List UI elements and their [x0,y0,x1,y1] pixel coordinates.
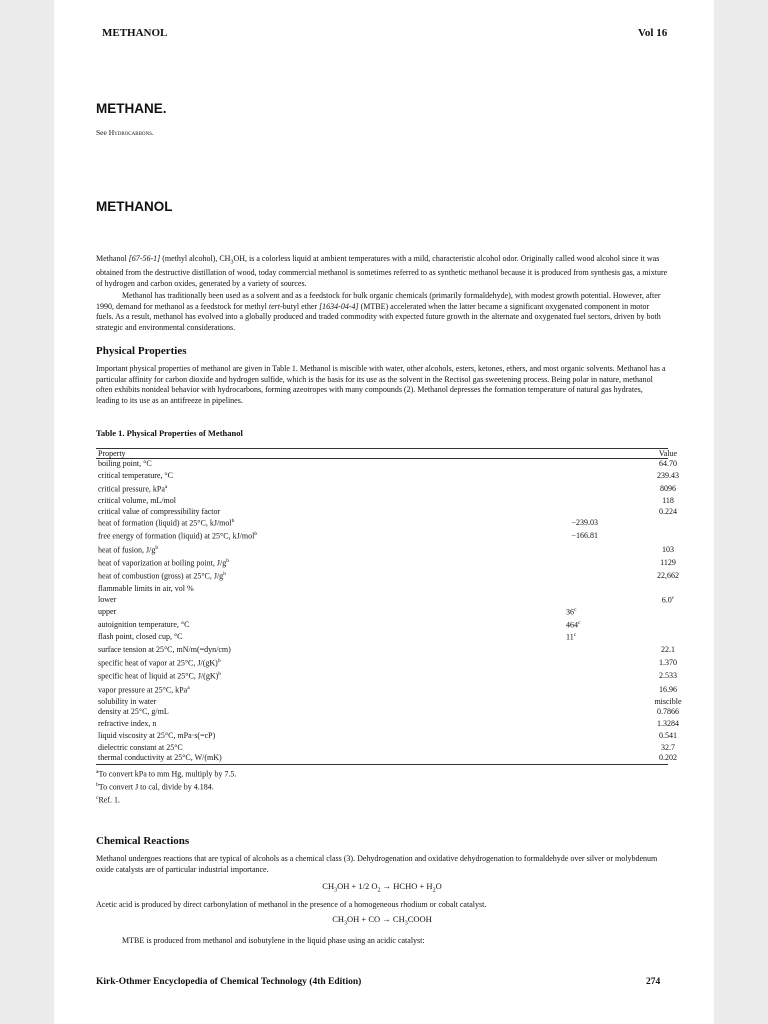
value: 64.70 [659,459,677,468]
property-cell [98,545,158,555]
value-cell [628,658,708,667]
table-title: Table 1. Physical Properties of Methanol [96,428,243,438]
value: 0.224 [659,507,677,516]
physical-properties-text: Important physical properties of methanol are given in Table 1. Methanol is miscible with water, other alcohols, esters, ketones, ethers, and most organic solvents. Methanol has a particular affinity for carbon dioxide and hydrogen sulfide, which is the basis for its use as the solvent in the Rectisol gas sweetening process. Being polar in nature, methanol often exhibits nonideal behavior with hydrocarbons, forming azeotropes with many compounds (2). Methanol depresses the formation temperature of natural gas hydrates, leading to its use as an antifreeze in pipelines. [96,364,666,405]
property-cell: specific heat of vapor at 25°C, J/(gK) [98,658,218,668]
methanol-title: METHANOL [96,199,173,214]
table-row [98,743,678,753]
cas-number: [67-56-1] [128,254,161,263]
footnote [96,769,236,779]
table-row [98,607,678,617]
subscript: 3 [230,259,234,266]
footer-source: Kirk-Othmer Encyclopedia of Chemical Technology (4th Edition) [96,977,362,987]
value-cell [628,571,708,580]
intro-paragraph-2 [96,291,668,333]
table-row [98,571,678,581]
property-cell: autoignition temperature, °C [98,620,190,629]
property-cell: heat of fusion, J/g [98,545,156,555]
table-row [98,632,678,642]
footer-page-number: 274 [646,977,661,987]
property-cell: dielectric constant at 25°C [98,743,183,752]
intro-text: (methyl alcohol), CH [160,254,231,263]
mid-value: −166.81 [571,531,598,540]
column-header-property: Property [98,449,126,458]
property-cell: liquid viscosity at 25°C, mPa·s(=cP) [98,731,216,740]
running-header-volume: Vol 16 [638,27,668,39]
property-cell: upper [98,607,117,616]
cas-number: [1634-04-4] [319,301,359,311]
table-row [98,620,678,630]
mid-value: −239.03 [571,518,598,527]
value-cell [628,558,708,567]
footnote-mark: b [231,518,235,524]
footnote-mark: c [96,795,99,801]
table-row [98,584,678,594]
column-header-value: Value [658,449,678,458]
table-row [98,719,678,729]
mid-value: 464 [566,620,578,630]
footnote-text: Ref. 1. [98,795,121,805]
footnote-text: To convert kPa to mm Hg, multiply by 7.5. [98,769,237,779]
footnote-mark: b [226,558,229,564]
value: 1129 [660,558,676,567]
property-cell [98,484,167,494]
footnote-mark: b [254,531,258,537]
value-cell [628,496,708,505]
value: 0.541 [659,731,677,740]
property-cell: specific heat of liquid at 25°C, J/(gK) [98,671,219,681]
value-cell [628,753,708,762]
value: 32.7 [661,743,675,752]
footnote-mark: b [223,571,226,577]
property-cell: surface tension at 25°C, mN/m(=dyn/cm) [98,645,231,654]
footnote-mark: b [217,658,221,664]
value-cell [628,545,708,554]
footnote-mark: b [218,671,222,677]
footnote-text: To convert J to cal, divide by 4.184. [98,782,214,792]
table-row [98,753,678,763]
equation-2: $CH_3OH$ + CO → $CH_3COOH$ [332,914,432,927]
property-cell: critical value of compressibility factor [98,507,221,516]
mid-value: 36 [566,607,574,617]
value-cell [628,743,708,752]
value: 103 [662,545,674,554]
mid-value-cell [522,607,626,617]
intro-text: (MTBE) accelerated when the latter became a significant oxygenated component in motor fuels. As a result, methanol has evolved into a globally produced and traded commodity with expected future growth in the alternate and oxygenated fuel sectors, driven by both strategic and environmental considerations. [96,301,661,332]
property-cell [98,658,221,668]
property-cell: lower [98,595,117,604]
footnote-mark: a [187,685,190,691]
footnote-mark: c [573,632,577,638]
value: 16.96 [659,685,677,694]
value-cell [628,595,708,605]
intro-text: OH, is a colorless liquid at ambient temperatures with a mild, characteristic alcohol odor. Originally called wood alcohol since it was obtained from the destructive distillation of wood, today commercial methanol is sometimes referred to as synthetic methanol because it is produced from synthesis gas, a mixture of hydrogen and carbon oxides, generated by a variety of sources. [96,254,668,288]
table-row [98,507,678,517]
table-row [98,459,678,469]
table-row [98,731,678,741]
value: 239.43 [657,471,679,480]
table-row [98,685,678,695]
value-cell [628,731,708,740]
property-cell [98,531,257,541]
property-cell: heat of vaporization at boiling point, J/g [98,558,227,568]
physical-properties-heading: Physical Properties [96,345,187,357]
see-suffix: . [151,128,154,137]
footnote-mark: a [164,484,168,490]
reactions-text-3: MTBE is produced from methanol and isobutylene in the liquid phase using an acidic catalyst: [122,936,425,945]
mid-value: 11 [566,632,574,642]
property-cell [98,685,190,695]
footnote [96,795,120,805]
equation-1: $CH_3OH + 1/2$ $O_2$ → HCHO + $H_2O$ [322,881,442,894]
running-header-title: METHANOL [102,27,168,39]
footnote-mark: b [155,545,159,551]
value: 22,662 [657,571,679,580]
reactions-text-2: Acetic acid is produced by direct carbonylation of methanol in the presence of a homogeneous rhodium or cobalt catalyst. [96,900,487,909]
value: 0.7866 [657,707,679,716]
mid-value-cell [522,632,626,642]
footnote-mark: a [96,769,99,775]
value-cell [628,507,708,516]
mid-value-cell [534,518,598,527]
table-row [98,671,678,681]
value-cell [628,671,708,680]
table-row [98,707,678,717]
value: miscible [654,697,682,706]
property-cell: flash point, closed cup, °C [98,632,183,641]
table-row [98,531,678,541]
table-row [98,595,678,605]
property-cell: thermal conductivity at 25°C, W/(mK) [98,753,222,762]
property-cell: critical pressure, kPa [98,484,165,494]
property-cell [98,671,221,681]
methane-title: METHANE. [96,101,167,116]
footnote-mark: c [671,595,675,601]
table-row [98,645,678,655]
value-cell [628,459,708,468]
value-cell [628,697,708,706]
footnote-mark: c [574,607,577,613]
see-link[interactable]: Hydrocarbons [108,128,152,137]
value-cell [628,685,708,694]
value: 8096 [660,484,676,493]
property-cell [98,518,234,528]
property-cell: boiling point, °C [98,459,152,468]
property-cell: heat of combustion (gross) at 25°C, J/g [98,571,224,581]
chemical-reactions-heading: Chemical Reactions [96,835,190,847]
value: 0.202 [659,753,677,762]
property-cell: critical volume, mL/mol [98,496,176,505]
table-row [98,496,678,506]
property-cell: solubility in water [98,697,157,706]
property-cell [98,558,229,568]
footnote [96,782,214,792]
italic-term: tert [268,301,280,311]
table-row [98,558,678,568]
value-cell [628,471,708,480]
table-row [98,658,678,668]
table-bottom-rule [96,764,668,765]
value-cell [628,484,708,493]
property-cell [98,571,226,581]
value: 118 [662,496,674,505]
footnote-mark: b [96,782,99,788]
value: 22.1 [661,645,675,654]
footnote-mark: c [578,620,581,626]
value-cell [628,645,708,654]
value: 1.3284 [657,719,679,728]
value-cell [628,719,708,728]
value: 6.0 [661,595,672,605]
see-reference [96,128,154,137]
value: 2.533 [659,671,677,680]
intro-text: -butyl ether [279,301,320,311]
value: 1.370 [659,658,677,667]
intro-text: Methanol [96,254,129,263]
intro-text: Methanol has traditionally been used as a solvent and as a feedstock for bulk organic chemicals (primarily formaldehyde), with modest growth potential. However, after 1990, demand for methanol as a feedstock for methyl [96,291,661,311]
property-cell: density at 25°C, g/mL [98,707,169,716]
property-cell: refractive index, n [98,719,157,728]
table-row [98,484,678,494]
property-cell: flammable limits in air, vol % [98,584,194,593]
mid-value-cell [534,531,598,540]
mid-value-cell [522,620,626,630]
table-row [98,518,678,528]
see-prefix: See [96,128,109,137]
table-row [98,697,682,707]
property-cell: heat of formation (liquid) at 25°C, kJ/mol [98,518,232,528]
intro-paragraph-1 [96,254,668,289]
table-row [98,471,678,481]
property-cell: vapor pressure at 25°C, kPa [98,685,188,695]
property-cell: free energy of formation (liquid) at 25°C, kJ/mol [98,531,255,541]
property-cell: critical temperature, °C [98,471,173,480]
reactions-text-1: Methanol undergoes reactions that are typical of alcohols as a chemical class (3). Dehydrogenation and oxidative dehydrogenation to formaldehyde over silver or molybdenum oxide catalysts are of particular industrial importance. [96,854,658,874]
value-cell [628,707,708,716]
table-row [98,545,678,555]
